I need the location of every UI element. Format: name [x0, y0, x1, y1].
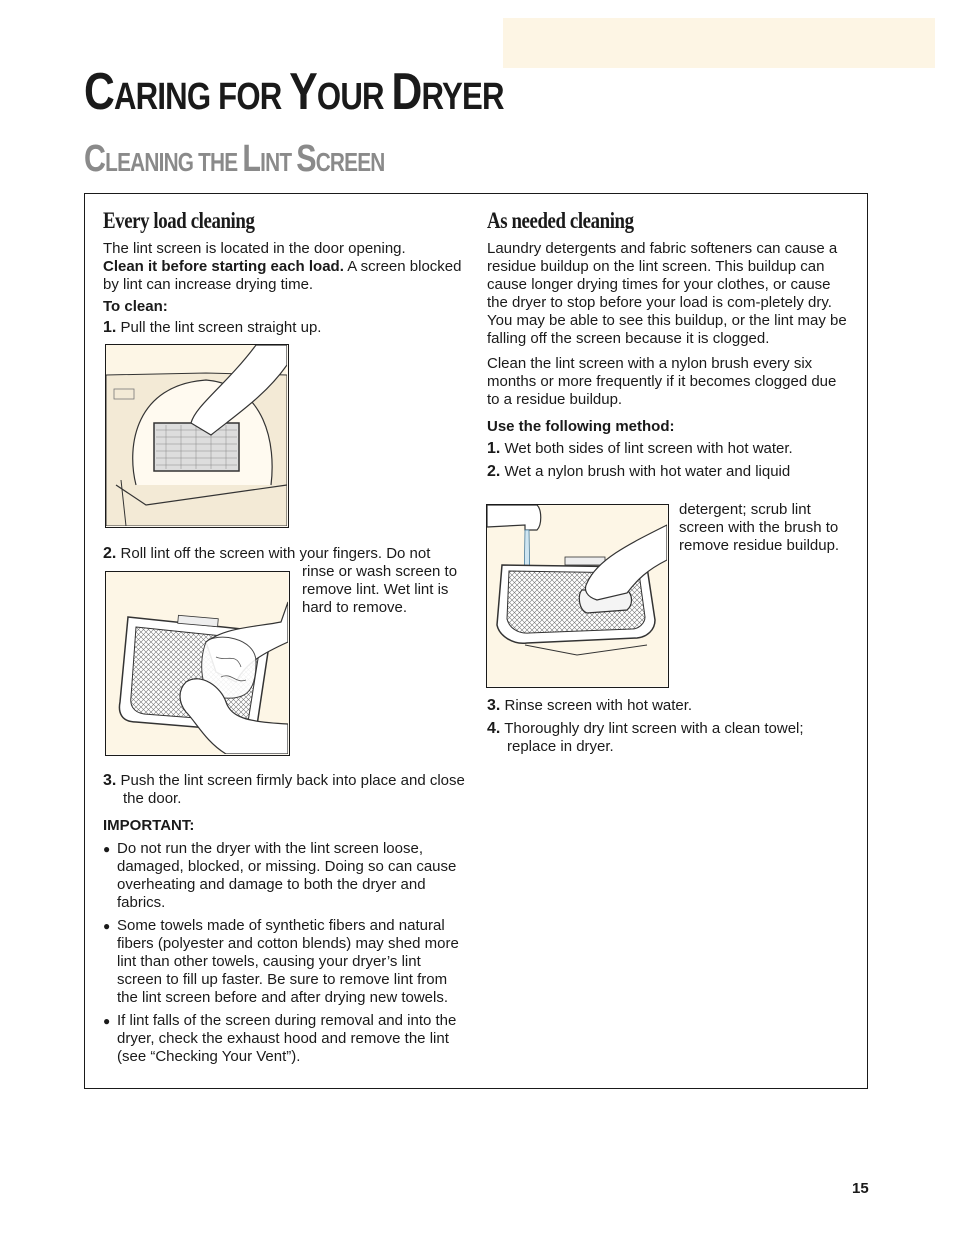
right-step-2: 2. Wet a nylon brush with hot water and liquid — [487, 463, 791, 480]
pull-lint-screen-illustration — [105, 344, 289, 528]
step-2: 2. Roll lint off the screen with your fingers. Do not — [103, 545, 431, 562]
page-number: 15 — [852, 1180, 869, 1197]
right-step-3: 3. Rinse screen with hot water. — [487, 697, 693, 714]
right-step-1: 1. Wet both sides of lint screen with hot water. — [487, 440, 793, 457]
as-needed-para-1: Laundry detergents and fabric softeners can cause a residue buildup on the lint screen. This buildup can cause longer drying times for your clothes, or cause the dryer to stop before your load is com-pletely dry. You may be able to see this buildup, or the lint may be falling off the screen because it is clogged. — [487, 240, 847, 347]
to-clean-label: To clean: — [103, 298, 168, 315]
right-steps-3-4 — [487, 697, 847, 756]
scrub-screen-illustration — [486, 504, 669, 688]
as-needed-heading: As needed cleaning — [487, 208, 634, 233]
method-label: Use the following method: — [487, 418, 675, 435]
right-step-4: 4. Thoroughly dry lint screen with a clean towel; replace in dryer. — [487, 720, 804, 755]
list-item: ● Do not run the dryer with the lint screen loose, damaged, blocked, or missing. Doing so can cause overheating and damage to both the dryer and fabrics. — [103, 840, 465, 912]
page-title: CARING FOR YOUR DRYER — [84, 63, 504, 121]
every-load-heading: Every load cleaning — [103, 208, 255, 233]
list-item: ● If lint falls of the screen during removal and into the dryer, check the exhaust hood and remove the lint (see “Checking Your Vent”). — [103, 1012, 465, 1066]
step-2-continued: rinse or wash screen to remove lint. Wet lint is hard to remove. — [302, 563, 458, 616]
step-1: 1. Pull the lint screen straight up. — [103, 319, 322, 336]
step-3: 3. Push the lint screen firmly back into place and close the door. — [103, 772, 465, 807]
right-step-2-continued: detergent; scrub lint screen with the brush to remove residue buildup. — [679, 501, 840, 554]
roll-lint-illustration — [105, 571, 290, 756]
as-needed-para-2: Clean the lint screen with a nylon brush every six months or more frequently if it becomes clogged due to a residue buildup. — [487, 355, 837, 408]
step-3-and-important — [103, 772, 465, 1066]
header-band — [503, 18, 935, 68]
list-item: ● Some towels made of synthetic fibers and natural fibers (polyester and cotton blends) may shed more lint than other towels, causing your dryer’s lint screen to fill up faster. Be sure to remove lint from the lint screen before and after drying new towels. — [103, 917, 465, 1007]
important-list — [103, 840, 465, 1066]
as-needed-column — [487, 208, 847, 481]
every-load-column — [103, 208, 465, 337]
section-title: CLEANING THE LINT SCREEN — [84, 138, 385, 180]
important-label: IMPORTANT: — [103, 817, 195, 834]
intro-text: The lint screen is located in the door opening. Clean it before starting each load. A screen blocked by lint can increase drying time. — [103, 240, 462, 293]
